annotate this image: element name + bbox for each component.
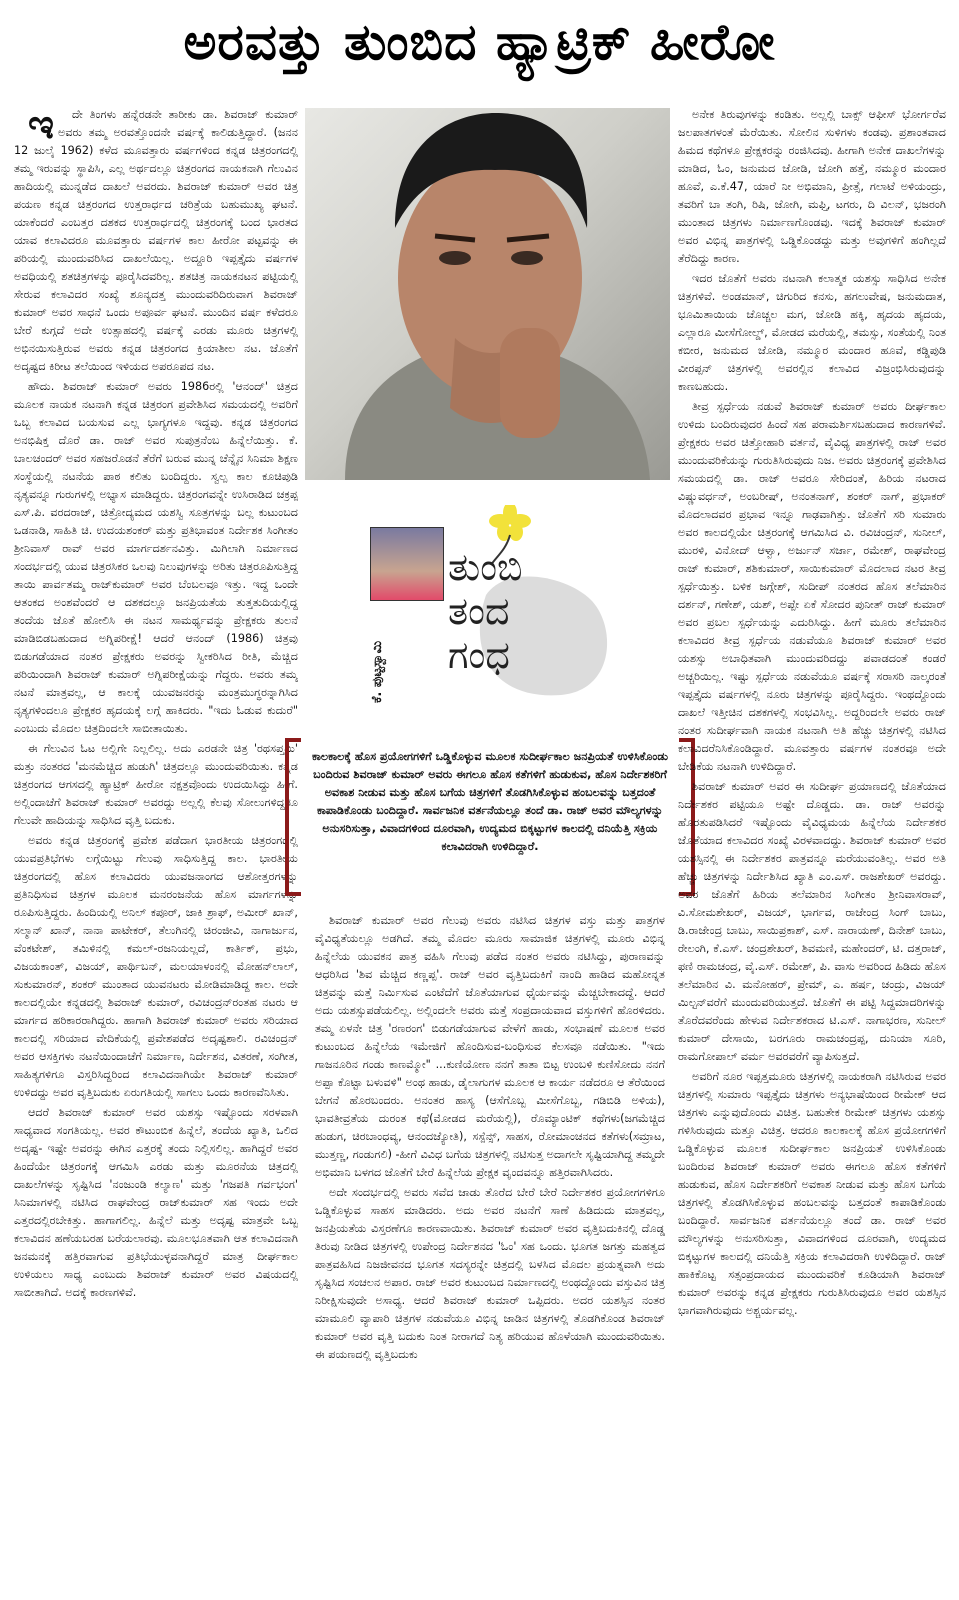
right-paragraph-3: ತೀವ್ರ ಸ್ಪರ್ಧೆಯ ನಡುವೆ ಶಿವರಾಜ್ ಕುಮಾರ್ ಅವರು ದೀರ್ಘಕಾಲ ಉಳಿದು ಬಂದಿರುವುದರ ಹಿಂದೆ ಸಹ ಪರಾಮರ್ಶಿಸಬಹುದಾದ ಕಾರಣಗಳಿವೆ. ಪ್ರೇಕ್ಷಕರು ಅವರ ಚಿತ್ತೋಹಾರಿ ವರ್ತನೆ, ವೈವಿಧ್ಯ ಪಾತ್ರಗಳಲ್ಲಿ ರಾಜ್ ಅವರ ಮುಂದುವರಿಕೆಯನ್ನು ಗುರುತಿಸಿರುವುದು ನಿಜ. ಅವರು ಚಿತ್ರರಂಗಕ್ಕೆ ಪ್ರವೇಶಿಸಿದ ಸಮಯದಲ್ಲಿ ಡಾ. ರಾಜ್ ಅವರೂ ಸೇರಿದಂತೆ, ಹಿರಿಯ ನಟರಾದ ವಿಷ್ಣುವರ್ಧನ್, ಅಂಬರೀಷ್, ಅನಂತನಾಗ್, ಶಂಕರ್ ನಾಗ್, ಪ್ರಭಾಕರ್ ಮೊದಲಾದವರ ಪ್ರಭಾವ ಇನ್ನೂ ಗಾಢವಾಗಿತ್ತು. ಜೊತೆಗೆ ಸರಿ ಸುಮಾರು ಅವರ ಕಾಲದಲ್ಲಿಯೇ ಚಿತ್ರರಂಗಕ್ಕೆ ಆಗಮಿಸಿದ ವಿ. ರವಿಚಂದ್ರನ್, ಸುನೀಲ್, ಮುರಳಿ, ವಿನೋದ್ ಆಳ್ವಾ, ಅರ್ಜುನ್ ಸರ್ಜಾ, ರಮೇಶ್, ರಾಘವೇಂದ್ರ ರಾಜ್ ಕುಮಾರ್, ಶಶಿಕುಮಾರ್, ಸಾಯಿಕುಮಾರ್ ಮೊದಲಾದ ನಟರ ತೀವ್ರ ಸ್ಪರ್ಧೆಯಿತ್ತು. ಬಳಿಕ ಜಗ್ಗೇಶ್, ಸುದೀಪ್ ನಂತರದ ಹೊಸ ತಲೆಮಾರಿನ ದರ್ಶನ್, ಗಣೇಶ್, ಯಶ್, ಅಪ್ಪೇ ಏಕೆ ಸೋದರ ಪುನೀತ್ ರಾಜ್ ಕುಮಾರ್ ಅವರ ಪ್ರಬಲ ಸ್ಪರ್ಧೆಯನ್ನು ಎದುರಿಸಿದ್ದು. ಹೀಗೆ ಮೂರು ತಲೆಮಾರಿನ ಕಲಾವಿದರ ತೀವ್ರ ಸ್ಪರ್ಧೆಯ ನಡುವೆಯೂ ಶಿವರಾಜ್ ಕುಮಾರ್ ಅವರ ಯಶಸ್ಸು ಅಬಾಧಿತವಾಗಿ ಮುಂದುವರಿದದ್ದು ಪವಾಡದಂತೆ ಕಂಡರೆ ಅಚ್ಚರಿಯಿಲ್ಲ. ಇಷ್ಟು ಸ್ಪರ್ಧೆಯ ನಡುವೆಯೂ ವರ್ಷಕ್ಕೆ ಸರಾಸರಿ ನಾಲ್ಕರಂತೆ ಇಪ್ಪತ್ತೈದು ವರ್ಷಗಳಲ್ಲಿ ನೂರು ಚಿತ್ರಗಳನ್ನು ಪೂರೈಸಿದ್ದರು. ಇಂಥದ್ದೊಂದು ದಾಖಲೆ ಇತ್ತೀಚಿನ ದಶಕಗಳಲ್ಲಿ ಸಂಭವಿಸಿಲ್ಲ. ಅದ್ದರಿಂದಲೇ ಅವರು ರಾಜ್ ನಂತರ ಸುದೀರ್ಘವಾಗಿ ನಾಯಕ ನಟನಾಗಿ ಅತಿ ಹೆಚ್ಚು ಚಿತ್ರಗಳಲ್ಲಿ ನಟಿಸಿದ ಕಲಾವಿದರೆನಿಸಿಕೊಂಡಿದ್ದಾರೆ. ಮೂವತ್ತಾರು ವರ್ಷಗಳ ನಂತರವೂ ಅದೇ ಬೇಡಿಕೆಯ ನಟನಾಗಿ ಉಳಿದಿದ್ದಾರೆ. bbox=[678, 400, 946, 773]
left-paragraph-5: ಆದರೆ ಶಿವರಾಜ್ ಕುಮಾರ್ ಅವರ ಯಶಸ್ಸು ಇಷ್ಟೊಂದು ಸರಳವಾಗಿ ಸಾಧ್ಯವಾದ ಸಂಗತಿಯಲ್ಲ. ಅವರ ಕೌಟುಂಬಿಕ ಹಿನ್ನೆಲೆ, ತಂದೆಯ ಖ್ಯಾತಿ, ಒಲಿದ ಅದೃಷ್ಟ- ಇಷ್ಟೇ ಅವರನ್ನು ಈಗಿನ ಎತ್ತರಕ್ಕೆ ತಂದು ನಿಲ್ಲಿಸಲಿಲ್ಲ. ಹಾಗಿದ್ದರೆ ಅವರ ಹಿಂದೆಯೇ ಚಿತ್ರರಂಗಕ್ಕೆ ಆಗಮಿಸಿ ಎರಡು ಮತ್ತು ಮೂರನೆಯ ಚಿತ್ರದಲ್ಲಿ ದಾಖಲೆಗಳನ್ನು ಸೃಷ್ಟಿಸಿದ 'ನಂಜುಂಡಿ ಕಲ್ಯಾಣ' ಮತ್ತು 'ಗಜಪತಿ ಗರ್ವಭಂಗ' ಸಿನಿಮಾಗಳಲ್ಲಿ ನಟಿಸಿದ ರಾಘವೇಂದ್ರ ರಾಜ್‌ಕುಮಾರ್ ಸಹ ಇಂದು ಅದೇ ಎತ್ತರದಲ್ಲಿರಬೇಕಿತ್ತು. ಹಾಗಾಗಲಿಲ್ಲ. ಹಿನ್ನೆಲೆ ಮತ್ತು ಅದೃಷ್ಟ ಮಾತ್ರವೇ ಒಬ್ಬ ಕಲಾವಿದನ ಹಣೆಯಬರಹ ಬರೆಯಲಾರವು. ಮೂಲಭೂತವಾಗಿ ಆತ ಕಲಾವಿದನಾಗಿ ಜನಮನಕ್ಕೆ ಹತ್ತಿರವಾಗುವ ಪ್ರತಿಭೆಯುಳ್ಳವನಾಗಿದ್ದರೆ ಮಾತ್ರ ದೀರ್ಘಕಾಲ ಉಳಿಯಲು ಸಾಧ್ಯ ಎಂಬುದು ಶಿವರಾಜ್ ಕುಮಾರ್ ಅವರ ವಿಷಯದಲ್ಲಿ ಸಾಬೀತಾಗಿದೆ. ಅದಕ್ಕೆ ಕಾರಣಗಳಿವೆ. bbox=[14, 1106, 298, 1299]
actor-portrait-illustration bbox=[305, 108, 670, 480]
right-paragraph-1: ಅನೇಕ ತಿರುವುಗಳನ್ನು ಕಂಡಿತು. ಅಲ್ಲಲ್ಲಿ ಬಾಕ್ಸ್ ಆಫೀಸ್ ಭೋರ್ಗರೆವ ಜಲಪಾತಗಳಂತೆ ಮೆರೆಯಿತು. ಸೋಲಿನ ಸುಳಿಗಳು ಕಂಡವು. ಪ್ರಶಾಂತವಾದ ಹಿಮದ ಕಥೆಗಳೂ ಪ್ರೇಕ್ಷಕರನ್ನು ರಂಜಿಸಿದವು. ಹೀಗಾಗಿ ಅನೇಕ ದಾಖಲೆಗಳನ್ನು ಮಾಡಿದ, ಓಂ, ಜನುಮದ ಜೋಡಿ, ಜೋಗಿ ಹತ್ತೆ, ನಮ್ಮೂರ ಮಂದಾರ ಹೂವೆ, ಎ.ಕೆ.47, ಯಾರೆ ನೀ ಅಭಿಮಾನಿ, ಪ್ರೀತ್ಸೆ, ಗಲಾಟೆ ಅಳಿಯಂದ್ರು, ತವರಿಗೆ ಬಾ ತಂಗಿ, ರಿಷಿ, ಜೋಗಿ, ಮಫ್ತಿ, ಟಗರು, ದಿ ವಿಲನ್, ಭಜರಂಗಿ ಮುಂತಾದ ಚಿತ್ರಗಳು ನಿರ್ಮಾಣಗೊಂಡವು. ಇದಕ್ಕೆ ಶಿವರಾಜ್ ಕುಮಾರ್ ಅವರ ವಿಭಿನ್ನ ಪಾತ್ರಗಳಲ್ಲಿ ಒಡ್ಡಿಕೊಂಡದ್ದು ಮತ್ತು ಅವುಗಳಿಗೆ ಹಂಗಿಲ್ಲದೆ ತೆರೆದಿದ್ದು ಕಾರಣ. bbox=[678, 108, 946, 265]
right-paragraph-2: ಇದರ ಜೊತೆಗೆ ಅವರು ನಟನಾಗಿ ಕಲಾತ್ಮಕ ಯಶಸ್ಸು ಸಾಧಿಸಿದ ಅನೇಕ ಚಿತ್ರಗಳಿವೆ. ಅಂಡಮಾನ್, ಚಿಗುರಿದ ಕನಸು, ಹಗಲುವೇಷ, ಜನುಮದಾತ, ಭೂಮಿತಾಯಿಯ ಚೊಚ್ಚಲ ಮಗ, ಜೋಡಿ ಹಕ್ಕಿ, ಹೃದಯ ಹೃದಯ, ಎಲ್ಲಾರೂ ಮೀಸೆಗೋಲ್ಡ್, ಮೋಡದ ಮರೆಯಲ್ಲಿ, ತಮಸ್ಸು, ಸಂತೆಯಲ್ಲಿ ನಿಂತ ಕಬೀರ, ಜನುಮದ ಜೋಡಿ, ನಮ್ಮೂರ ಮಂದಾರ ಹೂವೆ, ಕಡ್ಡಿಪುಡಿ ವೀರಪ್ಪನ್ ಚಿತ್ರಗಳಲ್ಲಿ ಅವರಲ್ಲಿನ ಕಲಾವಿದ ವಿಜ್ರಂಭಿಸಿರುವುದನ್ನು ಕಾಣಬಹುದು. bbox=[678, 272, 946, 393]
left-paragraph-4: ಅವರು ಕನ್ನಡ ಚಿತ್ರರಂಗಕ್ಕೆ ಪ್ರವೇಶ ಪಡೆದಾಗ ಭಾರತೀಯ ಚಿತ್ರರಂಗದಲ್ಲಿ ಯುವಪ್ರತಿಭೆಗಳು ಲಗ್ಗೆಯಿಟ್ಟು ಗೆಲುವು ಸಾಧಿಸುತ್ತಿದ್ದ ಕಾಲ. ಭಾರತೀಯ ಚಿತ್ರರಂಗದಲ್ಲಿ ಹೊಸ ಕಲಾವಿದರು ಯುವಜನಾಂಗದ ಆಶೋತ್ತರಗಳನ್ನು ಪ್ರತಿನಿಧಿಸುವ ಚಿತ್ರಗಳ ಮೂಲಕ ಮನರಂಜನೆಯ ಹೊಸ ಮಾರ್ಗಗಳನ್ನು ರೂಪಿಸುತ್ತಿದ್ದರು. ಹಿಂದಿಯಲ್ಲಿ ಅನಿಲ್ ಕಪೂರ್, ಜಾಕಿ ಶ್ರಾಫ್, ಅಮೀರ್ ಖಾನ್, ಸಲ್ಮಾನ್ ಖಾನ್, ನಾನಾ ಪಾಟೇಕರ್, ತೆಲುಗಿನಲ್ಲಿ ಚಿರಂಜೀವಿ, ನಾಗಾರ್ಜುನ, ವೆಂಕಟೇಶ್, ತಮಿಳಿನಲ್ಲಿ ಕಮಲ್-ರಜನಿಯಲ್ಲದೆ, ಕಾರ್ತಿಕ್, ಪ್ರಭು, ವಿಜಯಕಾಂತ್, ವಿಜಯ್, ಪಾರ್ಥಿಬನ್, ಮಲಯಾಳಂನಲ್ಲಿ ಮೋಹನ್‌ಲಾಲ್, ಸುಕುಮಾರನ್, ಶಂಕರ್ ಮುಂತಾದ ಯುವನಟರು ಮೋಡಿಮಾಡಿದ್ದ ಕಾಲ. ಅದೇ ಕಾಲದಲ್ಲಿಯೇ ಕನ್ನಡದಲ್ಲಿ ಶಿವರಾಜ್ ಕುಮಾರ್, ರವಿಚಂದ್ರನ್‌ರಂತಹ ನಟರು ಆ ಮಾರ್ಗದ ಹರಿಕಾರರಾಗಿದ್ದರು. ಹಾಗಾಗಿ ಶಿವರಾಜ್ ಕುಮಾರ್ ಅವರು ಸರಿಯಾದ ಕಾಲದಲ್ಲಿ ಸರಿಯಾದ ವೇದಿಕೆಯಲ್ಲಿ ಪ್ರವೇಶಪಡೆದ ಅದೃಷ್ಟಶಾಲಿ. ರವಿಚಂದ್ರನ್ ಅವರ ಆಸಕ್ತಿಗಳು ನಟನೆಯಿಂದಾಚೆಗೆ ನಿರ್ಮಾಣ, ನಿರ್ದೇಶನ, ವಿತರಣೆ, ಸಂಗೀತ, ಸಾಹಿತ್ಯಗಳಿಗೂ ವಿಸ್ತರಿಸಿದ್ದರಿಂದ ಕಲಾವಿದನಾಗಿಯೇ ಶಿವರಾಜ್ ಕುಮಾರ್ ಉಳಿದದ್ದು ಅವರ ವೃತ್ತಿಬದುಕು ಏರುಗತಿಯಲ್ಲಿ ಸಾಗಲು ಒಂದು ಕಾರಣವೆನಿಸಿತು. bbox=[14, 834, 298, 1099]
right-paragraph-4: ಶಿವರಾಜ್ ಕುಮಾರ್ ಅವರ ಈ ಸುದೀರ್ಘ ಪ್ರಯಾಣದಲ್ಲಿ ಜೊತೆಯಾದ ನಿರ್ದೇಶಕರ ಪಟ್ಟಿಯೂ ಅಷ್ಟೇ ದೊಡ್ಡದು. ಡಾ. ರಾಜ್ ಅವರನ್ನು ಹೊರತುಪಡಿಸಿದರೆ ಇಷ್ಟೊಂದು ವೈವಿಧ್ಯಮಯ ಹಿನ್ನೆಲೆಯ ನಿರ್ದೇಶಕರ ಜೊತೆಯಾದ ಕಲಾವಿದರ ಸಂಖ್ಯೆ ವಿರಳವಾದದ್ದು. ಶಿವರಾಜ್ ಕುಮಾರ್ ಅವರ ಯಶಸ್ಸಿನಲ್ಲಿ ಈ ನಿರ್ದೇಶಕರ ಪಾತ್ರವನ್ನೂ ಮರೆಯುವಂತಿಲ್ಲ. ಅವರ ಅತಿ ಹೆಚ್ಚು ಚಿತ್ರಗಳನ್ನು ನಿರ್ದೇಶಿಸಿದ ಖ್ಯಾತಿ ಎಂ.ಎಸ್. ರಾಜಶೇಖರ್ ಅವರದ್ದು. ಅವರ ಜೊತೆಗೆ ಹಿರಿಯ ತಲೆಮಾರಿನ ಸಿಂಗೀತಂ ಶ್ರೀನಿವಾಸರಾವ್, ವಿ.ಸೋಮಶೇಖರ್, ವಿಜಯ್, ಭಾರ್ಗವ, ರಾಜೇಂದ್ರ ಸಿಂಗ್ ಬಾಬು, ಡಿ.ರಾಜೇಂದ್ರ ಬಾಬು, ಸಾಯಿಪ್ರಕಾಶ್, ಎಸ್. ನಾರಾಯಣ್, ದಿನೇಶ್ ಬಾಬು, ರೇಲಂಗಿ, ಕೆ.ಎಸ್. ಚಂದ್ರಶೇಖರ್, ಶಿವಮಣಿ, ಮಹೇಂದರ್, ಟಿ. ದತ್ತರಾಜ್, ಫಣಿ ರಾಮಚಂದ್ರ, ವೈ.ಎಸ್. ರಮೇಶ್, ಪಿ. ವಾಸು ಅವರಿಂದ ಹಿಡಿದು ಹೊಸ ತಲೆಮಾರಿನ ವಿ. ಮನೋಹರ್, ಪ್ರೇಮ್, ಎ. ಹರ್ಷ, ಚಂದ್ರು, ವಿಜಯ್ ಮಿಲ್ಟನ್‌ವರೆಗೆ ಮುಂದುವರಿಯುತ್ತದೆ. ಜೊತೆಗೆ ಈ ಪಟ್ಟಿ ಸಿದ್ದಮಾದರಿಗಳನ್ನು ತೊರೆದವರೆಂದು ಹೇಳುವ ನಿರ್ದೇಶಕರಾದ ಟಿ.ಎಸ್. ನಾಗಾಭರಣ, ಸುನೀಲ್ ಕುಮಾರ್ ದೇಸಾಯಿ, ಬರಗೂರು ರಾಮಚಂದ್ರಪ್ಪ, ದುನಿಯಾ ಸೂರಿ, ರಾಮಗೋಪಾಲ್ ವರ್ಮ ಅವರವರೆಗೆ ವ್ಯಾಪಿಸುತ್ತದೆ. bbox=[678, 780, 946, 1063]
middle-paragraph-1: ಶಿವರಾಜ್ ಕುಮಾರ್ ಅವರ ಗೆಲುವು ಅವರು ನಟಿಸಿದ ಚಿತ್ರಗಳ ವಸ್ತು ಮತ್ತು ಪಾತ್ರಗಳ ವೈವಿಧ್ಯತೆಯಲ್ಲೂ ಅಡಗಿದೆ. ತಮ್ಮ ಮೊದಲ ಮೂರು ಸಾಮಾಜಿಕ ಚಿತ್ರಗಳಲ್ಲಿ ಮೂರು ವಿಭಿನ್ನ ಹಿನ್ನೆಲೆಯ ಯುವಕನ ಪಾತ್ರ ವಹಿಸಿ ಗೆಲುವು ಪಡೆದ ನಂತರ ಅವರು ನಟಿಸಿದ್ದು, ಪುರಾಣವನ್ನು ಆಧರಿಸಿದ 'ಶಿವ ಮೆಚ್ಚಿದ ಕಣ್ಣಪ್ಪ'. ರಾಜ್ ಅವರ ವೃತ್ತಿಬದುಕಿಗೆ ನಾಂದಿ ಹಾಡಿದ ಮಹೋನ್ನತ ಚಿತ್ರವನ್ನು ಮತ್ತೆ ನಿರ್ಮಿಸುವ ಎಂಟೆದೆಗೆ ಜೊತೆಯಾಗುವ ಧೈರ್ಯವನ್ನು ಮೆಚ್ಚಬೇಕಾದದ್ದೆ. ಆದರೆ ಅದು ಯಶಸ್ಸುಪಡೆಯಲಿಲ್ಲ. ಅಲ್ಲಿಂದಲೇ ಅವರು ಮತ್ತೆ ಸಂಪ್ರದಾಯವಾದ ವಸ್ತುಗಳಿಗೆ ಹೊರಳಿದರು. ತಮ್ಮ ಏಳನೇ ಚಿತ್ರ 'ರಣರಂಗ' ಬಿಡುಗಡೆಯಾಗುವ ವೇಳೆಗೆ ಹಾಡು, ಸಂಭಾಷಣೆ ಮೂಲಕ ಅವರ ಕುಟುಂಬದ ಹಿನ್ನೆಲೆಯ ಇಮೇಜಿಗೆ ಹೊಂದಿಸುವ-ಬಂಧಿಸುವ ಕೆಲಸವೂ ನಡೆಯಿತು. "ಇದು ಗಾಜನೂರಿನ ಗಂಡು ಕಾಣಮ್ಮೋ" ...ಕುಣಿಯೋಣ ನನಗೆ ತಾತಾ ಬಿಟ್ಟ ಉಂಬಳಿ ಕುಣಿಸೋದು ನನಗೆ ಅಪ್ಪಾ ಕೊಟ್ಟಾ ಬಳುವಳಿ" ಅಂಥ ಹಾಡು, ಡೈಲಾಗುಗಳ ಮೂಲಕ ಆ ಕಾರ್ಯ ನಡೆದರೂ ಆ ತೆರೆಯಿಂದ ಬೇಗನೆ ಹೊರಬಂದರು. ಅನಂತರ ಹಾಸ್ಯ (ಆಸೆಗೊಬ್ಬ ಮೀಸೆಗೊಬ್ಬ, ಗಡಿಬಿಡಿ ಅಳಿಯ), ಭಾವತೀವ್ರತೆಯ ದುರಂತ ಕಥೆ(ಮೋಡದ ಮರೆಯಲ್ಲಿ), ರೊಮ್ಯಾಂಟಿಕ್ ಕಥೆಗಳು(ಜಗಮೆಚ್ಚಿದ ಹುಡುಗ, ಚಿರಬಾಂಧವ್ಯ, ಆನಂದಜ್ಯೋತಿ), ಸಸ್ಪೆನ್ಸ್, ಸಾಹಸ, ರೋಮಾಂಚನದ ಕತೆಗಳು(ಸಮ್ರಾಟ, ಮುತ್ತಣ್ಣ, ಗಂಡುಗಲಿ) -ಹೀಗೆ ವಿವಿಧ ಬಗೆಯ ಚಿತ್ರಗಳಲ್ಲಿ ನಟಿಸುತ್ತ ಅದಾಗಲೇ ಸೃಷ್ಟಿಯಾಗಿದ್ದ ತಮ್ಮದೇ ಅಭಿಮಾನಿ ಬಳಗದ ಜೊತೆಗೆ ಬೇರೆ ಹಿನ್ನೆಲೆಯ ಪ್ರೇಕ್ಷಕ ವೃಂದವನ್ನೂ ಹತ್ತಿರವಾಗಿಸಿದರು. bbox=[315, 914, 665, 1179]
middle-column bbox=[315, 912, 665, 1596]
right-column bbox=[678, 106, 946, 1596]
left-column bbox=[14, 106, 298, 1596]
column-title-line-3: ಗಂಧ bbox=[448, 633, 510, 677]
column-title bbox=[448, 545, 618, 677]
actor-portrait-photo bbox=[305, 108, 670, 480]
column-title-line-1: ತುಂಬಿ bbox=[448, 545, 523, 589]
headline: ಅರವತ್ತು ತುಂಬಿದ ಹ್ಯಾಟ್ರಿಕ್ ಹೀರೋ bbox=[183, 13, 776, 71]
author-photo bbox=[370, 527, 444, 601]
right-paragraph-5: ಅವರಿಗೆ ನೂರ ಇಪ್ಪತ್ತಮೂರು ಚಿತ್ರಗಳಲ್ಲಿ ನಾಯಕರಾಗಿ ನಟಿಸಿರುವ ಅವರ ಚಿತ್ರಗಳಲ್ಲಿ ಸುಮಾರು ಇಪ್ಪತ್ತೈದು ಚಿತ್ರಗಳು ಅನ್ಯಭಾಷೆಯಿಂದ ರೀಮೇಕ್ ಆದ ಚಿತ್ರಗಳು ಎನ್ನುವುದೊಂದು ವಿಚಿತ್ರ. ಬಹುತೇಕ ರೀಮೇಕ್ ಚಿತ್ರಗಳು ಯಶಸ್ಸು ಗಳಿಸಿರುವುದು ಮತ್ತೂ ವಿಚಿತ್ರ. ಆದರೂ ಕಾಲಕಾಲಕ್ಕೆ ಹೊಸ ಪ್ರಯೋಗಗಳಿಗೆ ಒಡ್ಡಿಕೊಳ್ಳುವ ಮೂಲಕ ಸುದೀರ್ಘಕಾಲ ಜನಪ್ರಿಯತೆ ಉಳಿಸಿಕೊಂಡು ಬಂದಿರುವ ಶಿವರಾಜ್ ಕುಮಾರ್ ಅವರು ಈಗಲೂ ಹೊಸ ಕತೆಗಳಿಗೆ ಹುಡುಕುವ, ಹೊಸ ನಿರ್ದೇಶಕರಿಗೆ ಅವಕಾಶ ನೀಡುವ ಮತ್ತು ಹೊಸ ಬಗೆಯ ಚಿತ್ರಗಳಲ್ಲಿ ತೊಡಗಿಸಿಕೊಳ್ಳುವ ಹಂಬಲವನ್ನು ಬತ್ತದಂತೆ ಕಾಪಾಡಿಕೊಂಡು ಬಂದಿದ್ದಾರೆ. ಸಾರ್ವಜನಿಕ ವರ್ತನೆಯಲ್ಲೂ ತಂದೆ ಡಾ. ರಾಜ್ ಅವರ ಮೌಲ್ಯಗಳನ್ನು ಅನುಸರಿಸುತ್ತಾ, ವಿವಾದಗಳಿಂದ ದೂರವಾಗಿ, ಉದ್ಯಮದ ಬಿಕ್ಕಟ್ಟುಗಳ ಕಾಲದಲ್ಲಿ ದನಿಯೆತ್ತಿ ಸಕ್ರಿಯ ಕಲಾವಿದರಾಗಿ ಉಳಿದಿದ್ದಾರೆ. ರಾಜ್ ಹಾಕಿಕೊಟ್ಟ ಸತ್ಸಂಪ್ರದಾಯದ ಮುಂದುವರಿಕೆ ಕೂಡಿಯಾಗಿ ಶಿವರಾಜ್ ಕುಮಾರ್ ಅವರನ್ನು ಕನ್ನಡ ಪ್ರೇಕ್ಷಕರು ಗುರುತಿಸಿರುವುದೂ ಅವರ ಯಶಸ್ಸಿನ ಭಾಗವಾಗಿರುವುದು ಅಶ್ಚರ್ಯವಲ್ಲ. bbox=[678, 1070, 946, 1317]
column-title-line-2: ತಂದ bbox=[448, 589, 510, 633]
column-logo bbox=[370, 505, 610, 705]
pull-quote-text: ಕಾಲಕಾಲಕ್ಕೆ ಹೊಸ ಪ್ರಯೋಗಗಳಿಗೆ ಒಡ್ಡಿಕೊಳ್ಳುವ ಮೂಲಕ ಸುದೀರ್ಘಕಾಲ ಜನಪ್ರಿಯತೆ ಉಳಿಸಿಕೊಂಡು ಬಂದಿರುವ ಶಿವರಾಜ್ ಕುಮಾರ್ ಅವರು ಈಗಲೂ ಹೊಸ ಕತೆಗಳಿಗೆ ಹುಡುಕುವ, ಹೊಸ ನಿರ್ದೇಶಕರಿಗೆ ಅವಕಾಶ ನೀಡುವ ಮತ್ತು ಹೊಸ ಬಗೆಯ ಚಿತ್ರಗಳಿಗೆ ತೊಡಗಿಸಿಕೊಳ್ಳುವ ಹಂಬಲವನ್ನು ಬತ್ತದಂತೆ ಕಾಪಾಡಿಕೊಂಡು ಬಂದಿದ್ದಾರೆ. ಸಾರ್ವಜನಿಕ ವರ್ತನೆಯಲ್ಲೂ ತಂದೆ ಡಾ. ರಾಜ್ ಅವರ ಮೌಲ್ಯಗಳನ್ನು ಅನುಸರಿಸುತ್ತಾ, ವಿವಾದಗಳಿಂದ ದೂರವಾಗಿ, ಉದ್ಯಮದ ಬಿಕ್ಕಟ್ಟುಗಳ ಕಾಲದಲ್ಲಿ ದನಿಯೆತ್ತಿ ಸಕ್ರಿಯ ಕಲಾವಿದರಾಗಿ ಉಳಿದಿದ್ದಾರೆ. bbox=[311, 750, 669, 853]
left-paragraph-2: ಹೌದು. ಶಿವರಾಜ್ ಕುಮಾರ್ ಅವರು 1986ರಲ್ಲಿ 'ಆನಂದ್' ಚಿತ್ರದ ಮೂಲಕ ನಾಯಕ ನಟನಾಗಿ ಕನ್ನಡ ಚಿತ್ರರಂಗ ಪ್ರವೇಶಿಸಿದ ಸಮಯದಲ್ಲಿ ಅವರಿಗೆ ಒಬ್ಬ ಕಲಾವಿದ ಬಯಸುವ ಎಲ್ಲ ಭಾಗ್ಯಗಳೂ ಇದ್ದವು. ಕನ್ನಡ ಚಿತ್ರರಂಗದ ಅನಭಿಷಿಕ್ತ ದೊರೆ ಡಾ. ರಾಜ್ ಅವರ ಸುಪುತ್ರನೆಂಬ ಹಿನ್ನೆಲೆಯಿತ್ತು. ಕೆ. ಬಾಲಚಂದರ್ ಅವರ ಸಹಜರೊಡನೆ ತೆರೆಗೆ ಬರುವ ಮುನ್ನ ಚೆನ್ನೈನ ಸಿನಿಮಾ ಶಿಕ್ಷಣ ಸಂಸ್ಥೆಯಲ್ಲಿ ನಟನೆಯ ಪಾಠ ಕಲಿತು ಬಂದಿದ್ದರು. ಸ್ವಲ್ಪ ಕಾಲ ಕೂಚಿಪುಡಿ ನೃತ್ಯವನ್ನೂ ಗುರುಗಳಲ್ಲಿ ಅಭ್ಯಾಸ ಮಾಡಿದ್ದರು. ಚಿತ್ರರಂಗವನ್ನೇ ಉಸಿರಾಡಿದ ಚಕ್ರಪ್ಪ ಎಸ್.ಪಿ. ವರದರಾಜ್, ಚಿತ್ರೋದ್ಯಮದ ಯಶಸ್ವಿ ಸೂತ್ರಗಳನ್ನು ಬಲ್ಲ ಕುಟುಂಬದ ಒಡನಾಡಿ, ಸಾಹಿತಿ ಚಿ. ಉದಯಶಂಕರ್ ಮತ್ತು ಪ್ರತಿಭಾವಂತ ನಿರ್ದೇಶಕ ಸಿಂಗೀತಂ ಶ್ರೀನಿವಾಸ್ ರಾವ್ ಅವರ ಮಾರ್ಗದರ್ಶನವಿತ್ತು. ಮಿಗಿಲಾಗಿ ನಿರ್ಮಾಣದ ಸಂದರ್ಭದಲ್ಲಿ ಯುವ ಚಿತ್ರರಸಿಕರ ಒಲವು ನಿಲುವುಗಳನ್ನು ಅರಿತು ಚಿತ್ರರೂಪಿಸುತ್ತಿದ್ದ ತಾಯಿ ಪಾರ್ವತಮ್ಮ ರಾಜ್‌ಕುಮಾರ್ ಅವರ ಬೆಂಬಲವೂ ಇತ್ತು. ಇದ್ದ ಒಂದೇ ಆತಂಕದ ಅಂಶವೆಂದರೆ ಆ ದಶಕದಲ್ಲೂ ಜನಪ್ರಿಯತೆಯ ತುತ್ತತುದಿಯಲ್ಲಿದ್ದ ತಂದೆಯ ಜೊತೆ ಹೋಲಿಸಿ ಈ ನಟನ ಸಾಮರ್ಥ್ಯವನ್ನು ಪ್ರೇಕ್ಷಕರು ತುಲನೆ ಮಾಡಿಬಿಡಬಹುದಾದ ಅಗ್ನಿಪರೀಕ್ಷೆ! ಆದರೆ ಆನಂದ್ (1986) ಚಿತ್ರವು ಬಿಡುಗಡೆಯಾದ ನಂತರ ಪ್ರೇಕ್ಷಕರು ಅವರನ್ನು ಸ್ವೀಕರಿಸಿದ ರೀತಿ, ಮೆಚ್ಚಿದ ಪರಿಯಿಂದಾಗಿ ಶಿವರಾಜ್ ಕುಮಾರ್ ಅಗ್ನಿಪರೀಕ್ಷೆಯನ್ನು ಗೆದ್ದರು. ಅವರು ತಮ್ಮ ನಟನೆ ಮಾತ್ರವಲ್ಲ, ಆ ಕಾಲಕ್ಕೆ ಯುವಜನರನ್ನು ಮಂತ್ರಮುಗ್ಧರನ್ನಾಗಿಸಿದ ನೃತ್ಯಗಳಿಂದಲೂ ಪ್ರೇಕ್ಷಕರ ಹೃದಯಕ್ಕೆ ಲಗ್ಗೆ ಹಾಕಿದರು. "ಇದು ಓಡುವ ಕುದುರೆ" ಎಂಬುದು ಮೊದಲ ಚಿತ್ರದಿಂದಲೇ ಸಾಬೀತಾಯಿತು. bbox=[14, 380, 298, 735]
middle-paragraph-2: ಅದೇ ಸಂದರ್ಭದಲ್ಲಿ ಅವರು ಸವೆದ ಜಾಡು ತೊರೆದ ಬೇರೆ ಬೇರೆ ನಿರ್ದೇಶಕರ ಪ್ರಯೋಗಗಳಿಗೂ ಒಡ್ಡಿಕೊಳ್ಳುವ ಸಾಹಸ ಮಾಡಿದರು. ಅದು ಅವರ ನಟನೆಗೆ ಸಾಣೆ ಹಿಡಿದುದು ಮಾತ್ರವಲ್ಲ, ಜನಪ್ರಿಯತೆಯ ವಿಸ್ತರಣೆಗೂ ಕಾರಣವಾಯಿತು. ಶಿವರಾಜ್ ಕುಮಾರ್ ಅವರ ವೃತ್ತಿಬದುಕಿನಲ್ಲಿ ದೊಡ್ಡ ತಿರುವು ನೀಡಿದ ಚಿತ್ರಗಳಲ್ಲಿ ಉಪೇಂದ್ರ ನಿರ್ದೇಶನದ 'ಓಂ' ಸಹ ಒಂದು. ಭೂಗತ ಜಗತ್ತು ಮಹತ್ವದ ಪಾತ್ರವಹಿಸಿದ ನಿಜಜೀವನದ ಭೂಗತ ಸದಸ್ಯರನ್ನೇ ಚಿತ್ರದಲ್ಲಿ ಬಳಸಿದ ಮೊದಲ ಪ್ರಯತ್ನವಾಗಿ ಅದು ಸೃಷ್ಟಿಸಿದ ಸಂಚಲನ ಅಪಾರ. ರಾಜ್ ಅವರ ಕುಟುಂಬದ ನಿರ್ಮಾಣದಲ್ಲಿ ಅಂಥದ್ದೊಂದು ವಸ್ತುವಿನ ಚಿತ್ರ ನಿರೀಕ್ಷಿಸುವುದೇ ಅಸಾಧ್ಯ. ಆದರೆ ಶಿವರಾಜ್ ಕುಮಾರ್ ಒಪ್ಪಿದರು. ಅದರ ಯಶಸ್ಸಿನ ನಂತರ ಮಾಮೂಲಿ ವ್ಯಾಪಾರಿ ಚಿತ್ರಗಳ ನಡುವೆಯೂ ವಿಭಿನ್ನ ಜಾಡಿನ ಚಿತ್ರಗಳಲ್ಲಿ ತೊಡಗಿಕೊಂಡ ಶಿವರಾಜ್ ಕುಮಾರ್ ಅವರ ವೃತ್ತಿ ಬದುಕು ನಿಂತ ನೀರಾಗದೆ ನಿತ್ಯ ಹರಿಯುವ ಹೊಳೆಯಾಗಿ ಮುಂದುವರಿಯಿತು. ಈ ಪಯಣದಲ್ಲಿ ವೃತ್ತಿಬದುಕು bbox=[315, 1186, 665, 1361]
left-paragraph-3: ಈ ಗೆಲುವಿನ ಓಟ ಅಲ್ಲಿಗೇ ನಿಲ್ಲಲಿಲ್ಲ. ಅದು ಎರಡನೇ ಚಿತ್ರ 'ರಥಸಪ್ತಮಿ' ಮತ್ತು ನಂತರದ 'ಮನಮೆಚ್ಚಿದ ಹುಡುಗಿ' ಚಿತ್ರದಲ್ಲೂ ಮುಂದುವರಿಯಿತು. ಕನ್ನಡ ಚಿತ್ರರಂಗದ ಆಗಸದಲ್ಲಿ ಹ್ಯಾಟ್ರಿಕ್ ಹೀರೋ ನಕ್ಷತ್ರವೊಂದು ಉದಯಿಸಿದ್ದು ಹೀಗೆ. ಅಲ್ಲಿಂದಾಚೆಗೆ ಶಿವರಾಜ್ ಕುಮಾರ್ ಅವರದ್ದು ಅಲ್ಲಲ್ಲಿ ಕೆಲವು ಸೋಲುಗಳಿದ್ದರೂ ಗೆಲುವೇ ಹಾದಿಯನ್ನು ಸಾಧಿಸಿದ ವೃತ್ತಿ ಬದುಕು. bbox=[14, 742, 298, 827]
author-name: ಕೆ. ಪುಟ್ಟಸ್ವಾಮಿ bbox=[370, 640, 385, 703]
pull-quote-left-bracket bbox=[285, 738, 301, 896]
pull-quote-box bbox=[285, 738, 695, 888]
left-paragraph-1: ಇದೇ ತಿಂಗಳು ಹನ್ನೆರಡನೇ ತಾರೀಕು ಡಾ. ಶಿವರಾಜ್ ಕುಮಾರ್ ಅವರು ತಮ್ಮ ಅರವತ್ತೊಂದನೇ ವರ್ಷಕ್ಕೆ ಕಾಲಿಡುತ್ತಿದ್ದಾರೆ. (ಜನನ 12 ಜುಲೈ 1962) ಕಳೆದ ಮೂವತ್ತಾರು ವರ್ಷಗಳಿಂದ ಕನ್ನಡ ಚಿತ್ರರಂಗದಲ್ಲಿ ತಮ್ಮ ಇರುವನ್ನು ಸ್ಥಾಪಿಸಿ, ಎಲ್ಲ ಅರ್ಥದಲ್ಲೂ ಚಿತ್ರರಂಗದ ನಾಯಕನಾಗಿ ಗೆಲುವಿನ ಹಾದಿಯಲ್ಲಿ ಮುನ್ನಡೆದ ದಾಖಲೆ ಅವರದು. ಶಿವರಾಜ್ ಕುಮಾರ್ ಅವರ ಚಿತ್ರ ಪಯಣ ಕನ್ನಡ ಚಿತ್ರರಂಗದ ಉತ್ತರಾರ್ಧದ ಚರಿತ್ರೆಯ ಬಹುಮುಖ್ಯ ಘಟನೆ. ಯಾಕೆಂದರೆ ಎಂಬತ್ತರ ದಶಕದ ಉತ್ತರಾರ್ಧದಲ್ಲಿ ಚಿತ್ರರಂಗಕ್ಕೆ ಬಂದ ಭಾರತದ ಯಾವ ಕಲಾವಿದರೂ ಮೂವತ್ತಾರು ವರ್ಷಗಳ ಕಾಲ ಹೀರೋ ಪಟ್ಟವನ್ನು ಈ ಪರಿಯಲ್ಲಿ ಮುಂದುವರಿಸಿದ ದಾಖಲೆಯಿಲ್ಲ. ಅದ್ದೂರಿ ಇಪ್ಪತ್ತೈದು ವರ್ಷಗಳ ಅವಧಿಯಲ್ಲಿ ಶತಚಿತ್ರಗಳನ್ನು ಪೂರೈಸಿದವರಿಲ್ಲ. ಶತಚಿತ್ರ ನಾಯಕನಟನ ಪಟ್ಟಿಯಲ್ಲಿ ಸೇರುವ ಕಲಾವಿದರ ಸಂಖ್ಯೆ ಶೂನ್ಯದತ್ತ ಮುಂದುವರಿದಿರುವಾಗ ಶಿವರಾಜ್ ಕುಮಾರ್ ಅವರ ಸಾಧನೆ ಒಂದು ಅಪೂರ್ವ ಘಟನೆ. ಮುಂದಿನ ವರ್ಷ ಕಳೆದರೂ ಬೇರೆ ಕುಗ್ಗದೆ ಅದೇ ಉತ್ಸಾಹದಲ್ಲಿ ವರ್ಷಕ್ಕೆ ಎರಡು ಮೂರು ಚಿತ್ರಗಳಲ್ಲಿ ಅಭಿನಯಿಸುತ್ತಿರುವ ಅವರು ಕನ್ನಡ ಚಿತ್ರರಂಗದ ಕ್ರಿಯಾಶೀಲ ನಟ. ಜೊತೆಗೆ ಅದೃಷ್ಟದ ಕಿರೀಟ ತಲೆಯಿಂದ ಇಳಿಯದ ಅಪರೂಪದ ನಟ. bbox=[14, 106, 298, 373]
